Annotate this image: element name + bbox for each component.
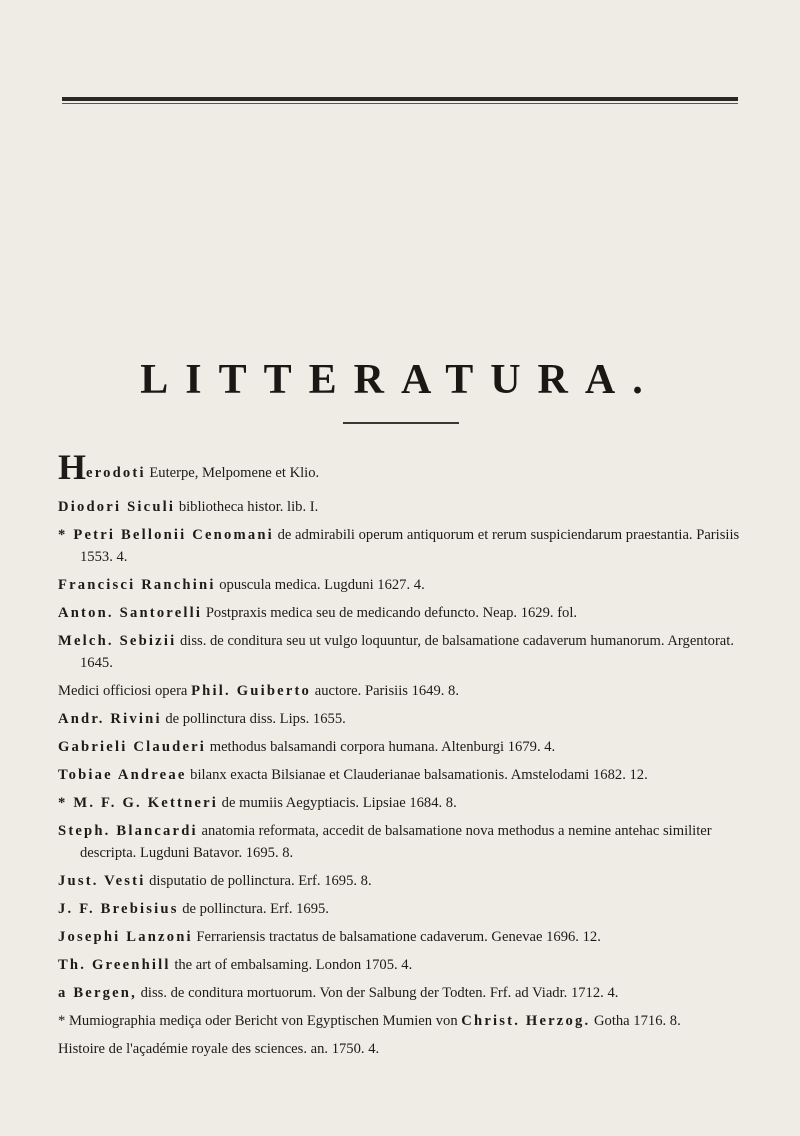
entry-text: diss. de conditura mortuorum. Von der Salbung der Todten. Frf. ad Viadr. 1712. 4.	[136, 985, 619, 1001]
bibliography-entry	[58, 1038, 760, 1060]
title-underline	[343, 422, 459, 424]
bibliography-entry	[58, 524, 760, 568]
entry-author: Phil. Guiberto	[191, 683, 312, 699]
entry-text: bilanx exacta Bilsianae et Clauderianae balsamationis. Amstelodami 1682. 12.	[186, 767, 648, 783]
entry-text: Gotha 1716. 8.	[590, 1013, 681, 1029]
entry-text: de pollinctura. Erf. 1695.	[178, 901, 329, 917]
bibliography-entry	[58, 1010, 760, 1032]
bibliography-entry	[58, 736, 760, 758]
entry-author: a Bergen,	[58, 985, 137, 1001]
bibliography-entry	[58, 954, 760, 976]
entry-text: de pollinctura diss. Lips. 1655.	[161, 711, 346, 727]
entry-text: disputatio de pollinctura. Erf. 1695. 8.	[145, 873, 372, 889]
entry-text: Euterpe, Melpomene et Klio.	[145, 465, 320, 481]
bibliography-entry	[58, 602, 760, 624]
entry-author: Andr. Rivini	[58, 711, 162, 727]
bibliography-entry	[58, 630, 760, 674]
bibliography-entry	[58, 982, 760, 1004]
bibliography-entry	[58, 926, 760, 948]
entry-author: Gabrieli Clauderi	[58, 739, 207, 755]
entry-text: bibliotheca histor. lib. I.	[175, 499, 319, 515]
entry-author: Christ. Herzog.	[461, 1013, 591, 1029]
entry-author: * Petri Bellonii Cenomani	[58, 527, 274, 543]
entry-author: Th. Greenhill	[58, 957, 171, 973]
entry-author: Diodori Siculi	[58, 499, 176, 515]
entry-text: Postpraxis medica seu de medicando defuncto. Neap. 1629. fol.	[202, 605, 578, 621]
bibliography-entry	[58, 870, 760, 892]
bibliography-entry	[58, 820, 760, 864]
entry-text: de mumiis Aegyptiacis. Lipsiae 1684. 8.	[218, 795, 457, 811]
entry-author: Tobiae Andreae	[58, 767, 187, 783]
entry-text: anatomia reformata, accedit de balsamatione nova methodus a nemine antehac similiter descripta. Lugduni Batavor. 1695. 8.	[80, 823, 712, 861]
entry-author: Josephi Lanzoni	[58, 929, 193, 945]
bibliography-entry	[58, 792, 760, 814]
entry-text: auctore. Parisiis 1649. 8.	[311, 683, 460, 699]
bibliography-entry	[58, 708, 760, 730]
entry-text: the art of embalsaming. London 1705. 4.	[170, 957, 413, 973]
entry-text: methodus balsamandi corpora humana. Altenburgi 1679. 4.	[206, 739, 556, 755]
drop-cap: H	[58, 447, 87, 487]
entry-author: erodoti	[86, 465, 146, 481]
bibliography-entry	[58, 764, 760, 786]
entry-author: Melch. Sebizii	[58, 633, 177, 649]
entry-author: Anton. Santorelli	[58, 605, 203, 621]
bibliography-entry	[58, 680, 760, 702]
bibliography-entry	[58, 574, 760, 596]
bibliography-list	[58, 447, 760, 1066]
entry-text: opuscula medica. Lugduni 1627. 4.	[215, 577, 425, 593]
entry-text: diss. de conditura seu ut vulgo loquuntur, de balsamatione cadaverum humanorum. Argentorat. 1645.	[80, 633, 734, 671]
entry-text: Ferrariensis tractatus de balsamatione cadaverum. Genevae 1696. 12.	[192, 929, 601, 945]
entry-author: Francisci Ranchini	[58, 577, 216, 593]
entry-author: Steph. Blancardi	[58, 823, 198, 839]
bibliography-entry	[58, 447, 760, 487]
page-title: LITTERATURA.	[140, 357, 660, 403]
entry-text: Histoire de l'açadémie royale des sciences. an. 1750. 4.	[58, 1041, 380, 1057]
bibliography-entry	[58, 898, 760, 920]
bibliography-entry	[58, 496, 760, 518]
entry-text: Medici officiosi opera	[58, 683, 192, 699]
entry-author: J. F. Brebisius	[58, 901, 179, 917]
top-double-rule	[62, 97, 738, 101]
entry-author: Just. Vesti	[58, 873, 146, 889]
entry-text: de admirabili operum antiquorum et rerum suspiciendarum praestantia. Parisiis 1553. 4.	[80, 527, 740, 565]
entry-author: * M. F. G. Kettneri	[58, 795, 219, 811]
entry-text: * Mumiographia mediça oder Bericht von Egyptischen Mumien von	[58, 1013, 462, 1029]
